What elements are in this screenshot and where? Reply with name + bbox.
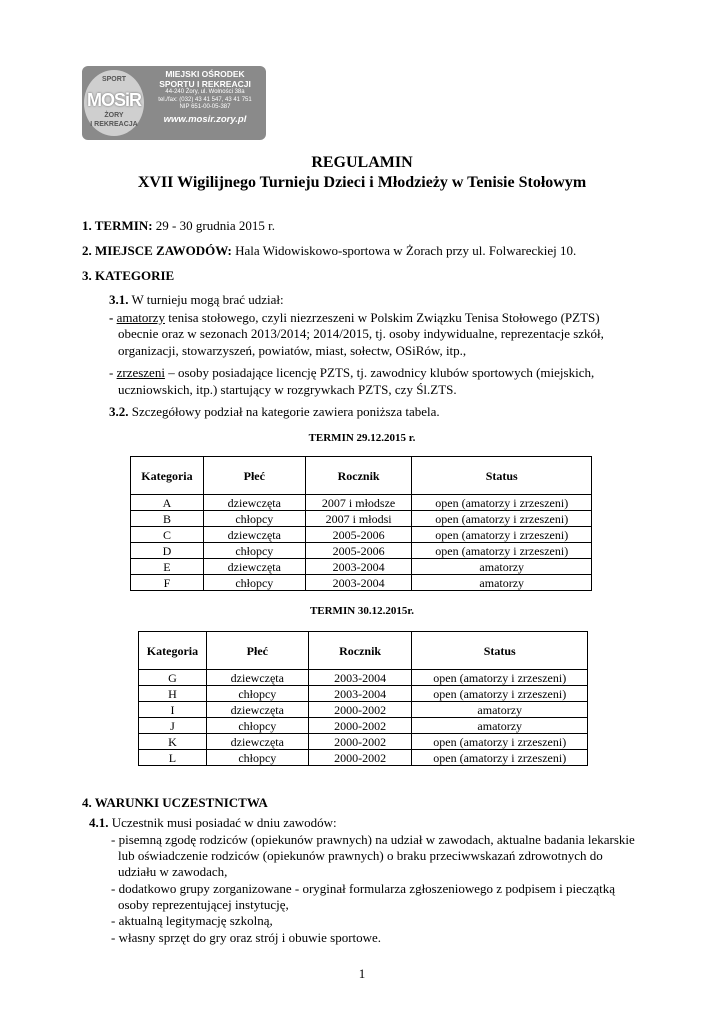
table-cell: chłopcy [203, 575, 305, 591]
termin-value: 29 - 30 grudnia 2015 r. [152, 218, 275, 233]
document-subtitle: XVII Wigilijnego Turnieju Dzieci i Młodzieży w Tenisie Stołowym [137, 174, 587, 191]
column-header: Płeć [206, 632, 308, 670]
table-cell: 2007 i młodsze [305, 495, 412, 511]
zrzeszeni-dash: - [109, 365, 117, 380]
mosir-logo [82, 66, 266, 140]
paragraph-4-1-text: Uczestnik musi posiadać w dniu zawodów: [108, 815, 337, 830]
table-cell: open (amatorzy i zrzeszeni) [412, 686, 588, 702]
logo-nip: NIP 651-00-05-387 [179, 104, 231, 110]
table-cell: 2003-2004 [308, 686, 412, 702]
table-cell: dziewczęta [206, 670, 308, 686]
requirement-line5: osoby reprezentującej instytucję, [118, 897, 289, 912]
table-cell: C [131, 527, 204, 543]
table-cell: chłopcy [203, 511, 305, 527]
requirement-line7: - własny sprzęt do gry oraz strój i obuwie sportowe. [111, 930, 382, 945]
amatorzy-dash: - [109, 310, 117, 325]
table-cell: amatorzy [412, 718, 588, 734]
table-cell: L [139, 750, 207, 766]
table-cell: E [131, 559, 204, 575]
column-header: Rocznik [308, 632, 412, 670]
table-cell: dziewczęta [206, 702, 308, 718]
table2-caption: TERMIN 30.12.2015r. [309, 605, 415, 617]
table-cell: dziewczęta [203, 495, 305, 511]
amatorzy-line3: organizacji, stowarzyszeń, powiatów, miast, sołectw, OSiRów, itp., [118, 343, 467, 358]
table-cell: G [139, 670, 207, 686]
logo-line1: MIEJSKI OŚRODEK [165, 69, 245, 79]
amatorzy-line2: obecnie oraz w sezonach 2013/2014; 2014/2015, tj. osoby indywidualne, reprezentacje szkół, [118, 326, 604, 341]
table-row [131, 495, 592, 511]
paragraph-3-2-number: 3.2. [109, 404, 129, 419]
table1-header-row [131, 457, 592, 495]
logo-address: 44-240 Żory, ul. Wolności 38a [165, 89, 245, 95]
table-cell: dziewczęta [203, 527, 305, 543]
column-header: Płeć [203, 457, 305, 495]
table-cell: amatorzy [412, 702, 588, 718]
table-row [131, 527, 592, 543]
table-cell: A [131, 495, 204, 511]
table-cell: F [131, 575, 204, 591]
table-cell: open (amatorzy i zrzeszeni) [412, 670, 588, 686]
zrzeszeni-line2: uczniowskich, itp.) startujący w rozgrywkach PZTS, czy Śl.ZTS. [118, 382, 457, 397]
table-row [131, 511, 592, 527]
table-cell: chłopcy [206, 686, 308, 702]
section-miejsce [82, 243, 576, 259]
table-cell: I [139, 702, 207, 718]
table-cell: 2000-2002 [308, 750, 412, 766]
table-cell: chłopcy [206, 718, 308, 734]
table-cell: dziewczęta [203, 559, 305, 575]
table-cell: 2007 i młodsi [305, 511, 412, 527]
table-row [131, 559, 592, 575]
paragraph-3-1-text: W turnieju mogą brać udział: [128, 292, 284, 307]
miejsce-label: 2. MIEJSCE ZAWODÓW: [82, 243, 232, 258]
table-row [139, 670, 588, 686]
table-row [139, 750, 588, 766]
table2-header-row [139, 632, 588, 670]
paragraph-3-1-number: 3.1. [109, 292, 129, 307]
miejsce-value: Hala Widowiskowo-sportowa w Żorach przy ul. Folwareckiej 10. [231, 243, 577, 258]
table-cell: D [131, 543, 204, 559]
table-cell: chłopcy [206, 750, 308, 766]
zrzeszeni-text: – osoby posiadające licencję PZTS, tj. zawodnicy klubów sportowych (miejskich, [164, 365, 595, 380]
requirement-line3: udziału w zawodach, [118, 864, 228, 879]
table-cell: 2005-2006 [305, 543, 412, 559]
table-cell: 2000-2002 [308, 718, 412, 734]
logo-text [148, 69, 262, 125]
paragraph-3-2 [109, 404, 440, 420]
table-cell: 2003-2004 [308, 670, 412, 686]
page-number: 1 [358, 966, 366, 981]
table-cell: open (amatorzy i zrzeszeni) [412, 495, 592, 511]
paragraph-3-2-text: Szczegółowy podział na kategorie zawiera poniższa tabela. [128, 404, 440, 419]
amatorzy-text: tenisa stołowego, czyli niezrzeszeni w Polskim Związku Tenisa Stołowego (PZTS) [164, 310, 600, 325]
column-header: Rocznik [305, 457, 412, 495]
document-title: REGULAMIN [311, 154, 413, 171]
table-cell: amatorzy [412, 559, 592, 575]
requirement-line1: - pisemną zgodę rodziców (opiekunów prawnych) na udział w zawodach, aktualne badania lekarskie [111, 832, 635, 847]
section-warunki-heading: 4. WARUNKI UCZESTNICTWA [82, 795, 268, 810]
table-row [139, 734, 588, 750]
table-cell: open (amatorzy i zrzeszeni) [412, 734, 588, 750]
amatorzy-term: amatorzy [116, 310, 165, 325]
table-cell: K [139, 734, 207, 750]
column-header: Status [412, 632, 588, 670]
requirement-line6: - aktualną legitymację szkolną, [111, 913, 273, 928]
logo-line2: SPORTU I REKREACJI [159, 79, 251, 89]
zrzeszeni-line1 [109, 365, 594, 381]
table-cell: 2003-2004 [305, 575, 412, 591]
table-cell: open (amatorzy i zrzeszeni) [412, 543, 592, 559]
table-row [139, 702, 588, 718]
termin-label: 1. TERMIN: [82, 218, 153, 233]
table-row [139, 686, 588, 702]
badge-bottom-text: ŻORY [104, 112, 124, 119]
table-cell: 2003-2004 [305, 559, 412, 575]
table-row [131, 575, 592, 591]
column-header: Status [412, 457, 592, 495]
section-kategorie-heading: 3. KATEGORIE [82, 268, 175, 283]
table1-caption: TERMIN 29.12.2015 r. [308, 432, 416, 444]
amatorzy-line1 [109, 310, 600, 326]
table-cell: dziewczęta [206, 734, 308, 750]
mosir-badge [84, 70, 144, 136]
table-cell: open (amatorzy i zrzeszeni) [412, 527, 592, 543]
badge-top-text: SPORT [101, 76, 127, 83]
table-cell: open (amatorzy i zrzeszeni) [412, 511, 592, 527]
table-cell: chłopcy [203, 543, 305, 559]
paragraph-4-1-number: 4.1. [89, 815, 109, 830]
requirement-line4: - dodatkowo grupy zorganizowane - oryginał formularza zgłoszeniowego z podpisem i pieczątką [111, 881, 616, 896]
table-row [139, 718, 588, 734]
table-cell: B [131, 511, 204, 527]
logo-phone: tel./fax: (032) 43 41 547, 43 41 751 [158, 96, 252, 103]
paragraph-3-1 [109, 292, 284, 308]
column-header: Kategoria [139, 632, 207, 670]
zrzeszeni-term: zrzeszeni [116, 365, 165, 380]
table-cell: open (amatorzy i zrzeszeni) [412, 750, 588, 766]
table-cell: H [139, 686, 207, 702]
column-header: Kategoria [131, 457, 204, 495]
category-table-2 [138, 631, 588, 766]
category-table-1 [130, 456, 592, 591]
table-cell: 2000-2002 [308, 702, 412, 718]
table-row [131, 543, 592, 559]
table-cell: 2005-2006 [305, 527, 412, 543]
table-cell: amatorzy [412, 575, 592, 591]
badge-sub-text: I REKREACJA [90, 121, 138, 128]
logo-url: www.mosir.zory.pl [163, 113, 247, 125]
table-cell: 2000-2002 [308, 734, 412, 750]
section-termin [82, 218, 275, 234]
badge-main-text: MOSiR [86, 90, 141, 110]
requirement-line2: lub oświadczenie rodziców (opiekunów prawnych) o braku przeciwwskazań zdrowotnych do [118, 848, 603, 863]
table-cell: J [139, 718, 207, 734]
paragraph-4-1 [89, 815, 337, 831]
